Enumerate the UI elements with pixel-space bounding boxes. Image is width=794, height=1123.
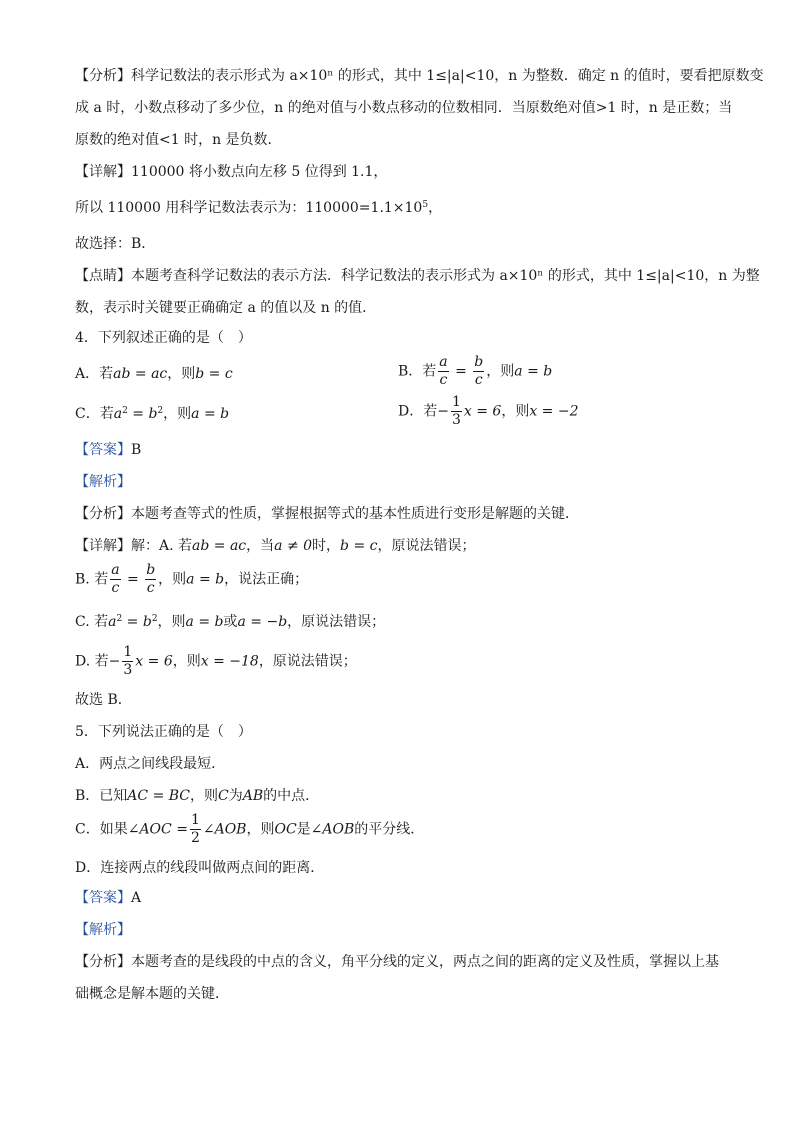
fraction: $\frac{1}{2}$	[190, 812, 200, 846]
analysis-tag: 【分析】	[75, 68, 131, 84]
q5-option-c: C．如果∠AOC = $\frac{1}{2}$ ∠AOB，则OC是∠AOB的平分线．	[75, 812, 425, 846]
prev-comment-line-2: 数，表示时关键要正确确定 a 的值以及 n 的值．	[75, 300, 377, 316]
q4-explain-tag: 【解析】	[75, 474, 131, 490]
prev-conclusion: 故选择：B．	[75, 236, 156, 252]
prev-detail-line-1: 【详解】110000 将小数点向左移 5 位得到 1.1，	[75, 164, 388, 180]
q4-stem: 4．下列叙述正确的是（ ）	[75, 330, 252, 346]
q5-analysis-line-2: 础概念是解本题的关键．	[75, 986, 229, 1002]
q4-option-d: D．若− $\frac{1}{3}$ x = 6，则x = −2	[398, 394, 579, 428]
q5-answer: 【答案】A	[75, 890, 142, 906]
q4-detail-d: D. 若− $\frac{1}{3}$ x = 6，则x = −18，原说法错误；	[75, 644, 357, 678]
q5-explain-tag: 【解析】	[75, 922, 131, 938]
comment-tag: 【点睛】	[75, 268, 131, 284]
fraction: $\frac{b}{c}$	[146, 562, 156, 596]
q4-detail-c: C. 若$a^2 = b^2$，则a = b或a = −b，原说法错误；	[75, 614, 386, 630]
q4-conclusion: 故选 B．	[75, 692, 132, 708]
q4-detail-a: 【详解】解：A. 若ab = ac，当a ≠ 0时，b = c，原说法错误；	[75, 538, 476, 554]
q5-option-d: D．连接两点的线段叫做两点间的距离．	[75, 860, 325, 876]
detail-tag: 【详解】	[75, 164, 131, 180]
fraction: $\frac{a}{c}$	[111, 562, 120, 596]
q4-answer: 【答案】B	[75, 442, 142, 458]
prev-analysis-line-3: 原数的绝对值<1 时，n 是负数．	[75, 132, 282, 148]
answer-tag: 【答案】	[75, 442, 131, 458]
answer-tag: 【答案】	[75, 890, 131, 906]
fraction: $\frac{1}{3}$	[451, 394, 461, 428]
fraction: $\frac{a}{c}$	[439, 354, 448, 388]
fraction: $\frac{1}{3}$	[123, 644, 133, 678]
prev-detail-line-2: 所以 110000 用科学记数法表示为：$110000=1.1\times 10^5$，	[75, 200, 443, 216]
prev-analysis-line-2: 成 a 时，小数点移动了多少位，n 的绝对值与小数点移动的位数相同．当原数绝对值>1 时，n 是正数；当	[75, 100, 733, 116]
q5-analysis-line-1: 【分析】本题考查的是线段的中点的含义，角平分线的定义，两点之间的距离的定义及性质，掌握以上基	[75, 954, 719, 970]
fraction: $\frac{b}{c}$	[474, 354, 484, 388]
q4-detail-b: B. 若 $\frac{a}{c}$ = $\frac{b}{c}$ ，则a = b，说法正确；	[75, 562, 309, 596]
q4-analysis: 【分析】本题考查等式的性质，掌握根据等式的基本性质进行变形是解题的关键．	[75, 506, 579, 522]
prev-analysis-line-1: 【分析】科学记数法的表示形式为 a×10ⁿ 的形式，其中 1≤|a|<10，n 为整数．确定 n 的值时，要看把原数变	[75, 68, 764, 84]
q5-stem: 5．下列说法正确的是（ ）	[75, 724, 252, 740]
q4-option-b: B．若 $\frac{a}{c}$ = $\frac{b}{c}$ ，则a = b	[398, 354, 553, 388]
prev-comment-line-1: 【点睛】本题考查科学记数法的表示方法．科学记数法的表示形式为 a×10ⁿ 的形式，其中 1≤|a|<10，n 为整	[75, 268, 760, 284]
q4-option-c: C．若$a^2 = b^2$，则a = b	[75, 406, 230, 422]
q5-option-b: B．已知AC = BC，则C为AB的中点．	[75, 788, 320, 804]
q4-option-a: A．若ab = ac，则b = c	[75, 366, 233, 382]
q5-option-a: A．两点之间线段最短．	[75, 756, 226, 772]
